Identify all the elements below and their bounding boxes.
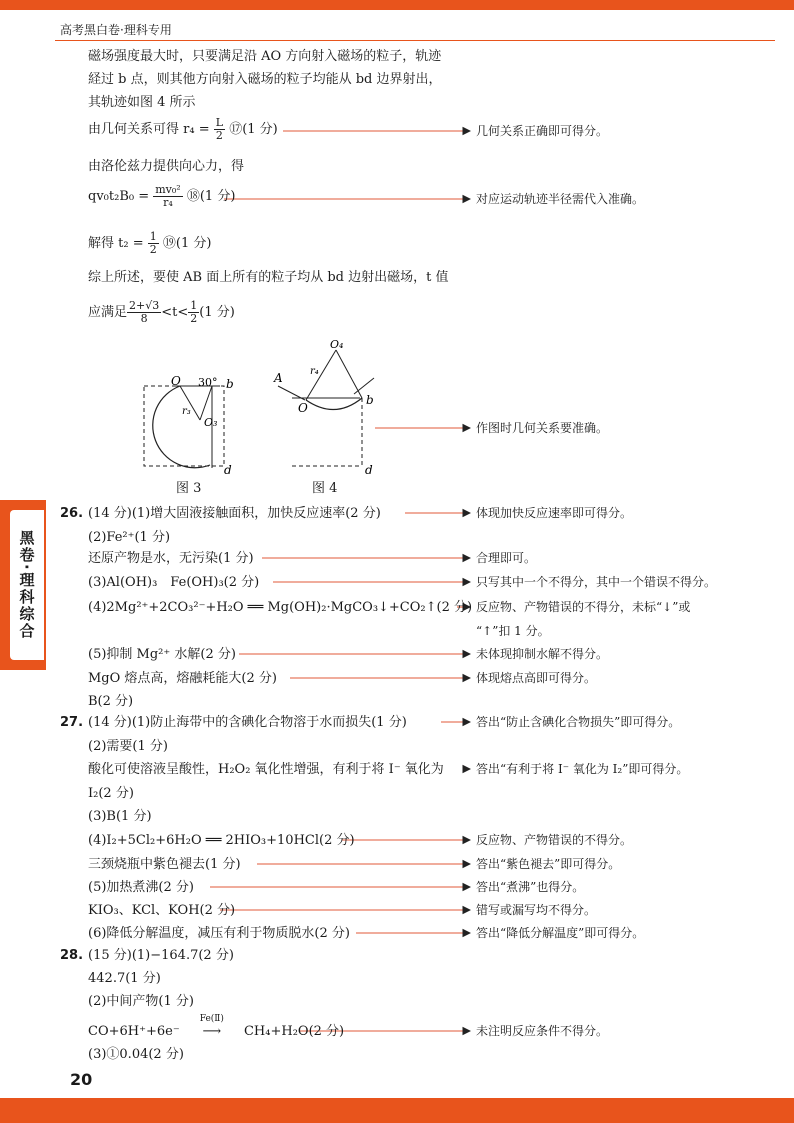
q28-l4-post: CH₄+H₂O(2 分)	[243, 1024, 345, 1039]
fig4-label-b: b	[366, 393, 374, 407]
bottom-orange-bar	[0, 1098, 794, 1123]
fig3-caption: 图 3	[176, 481, 202, 496]
eq19-fraction	[148, 231, 159, 256]
note-2: 对应运动轨迹半径需代入准确。	[476, 192, 645, 206]
note-17: 未注明反应条件不得分。	[476, 1024, 609, 1038]
condition-line	[88, 298, 235, 328]
cond-num-1: 2+√3	[129, 299, 160, 312]
note-7a: 反应物、产物错误的不得分，未标“↓”或	[476, 600, 691, 614]
q27-line-1: (14 分)(1)防止海带中的含碘化合物溶于水而损失(1 分)	[88, 715, 407, 730]
fig3-label-O3: O₃	[204, 416, 218, 429]
q26-line-1: (14 分)(1)增大固液接触面积，加快反应速率(2 分)	[88, 506, 381, 521]
fig4-label-d: d	[365, 463, 373, 477]
note-4: 体现加快反应速率即可得分。	[476, 506, 633, 520]
eq18-prefix: qv₀t₂B₀ =	[88, 189, 150, 204]
note-9: 体现熔点高即可得分。	[476, 671, 597, 685]
cond-den-2: 2	[190, 312, 198, 325]
q27-line-7: 三颈烧瓶中紫色褪去(1 分)	[88, 857, 241, 872]
q28-arrow-glyph: ⟶	[202, 1024, 222, 1039]
q26-number: 26.	[60, 506, 84, 521]
fig4-label-O4: O₄	[330, 338, 344, 351]
eq19-num: 1	[149, 230, 157, 243]
fig4-label-A: A	[274, 371, 283, 385]
eq18-num: mv₀²	[155, 183, 181, 196]
q26-line-2: (2)Fe²⁺(1 分)	[88, 530, 171, 545]
eq19-den: 2	[149, 243, 157, 256]
eq17-fraction	[214, 117, 225, 142]
note-14: 答出“煮沸”也得分。	[476, 880, 585, 894]
fig3-label-b: b	[226, 377, 234, 391]
q28-l4-pre: CO+6H⁺+6e⁻	[88, 1024, 180, 1039]
side-tab-label: 黑卷·理科综合	[17, 530, 36, 640]
q27-line-8: (5)加热煮沸(2 分)	[88, 880, 194, 895]
figure-4	[270, 338, 390, 480]
note-5: 合理即可。	[476, 551, 537, 565]
cond-num-2: 1	[190, 299, 198, 312]
q27-line-3: 酸化可使溶液呈酸性，H₂O₂ 氧化性增强，有利于将 I⁻ 氧化为	[88, 762, 444, 777]
q26-line-4: (3)Al(OH)₃ Fe(OH)₃(2 分)	[88, 575, 260, 590]
intro-line-2: 経过 b 点，则其他方向射入磁场的粒子均能从 bd 边界射出，	[88, 72, 442, 87]
q28-number: 28.	[60, 948, 84, 963]
q27-line-5: (3)B(1 分)	[88, 809, 152, 824]
q28-line-1: (15 分)(1)−164.7(2 分)	[88, 948, 234, 963]
cond-fraction-1	[127, 300, 161, 325]
q27-line-2: (2)需要(1 分)	[88, 739, 168, 754]
fig3-label-r3: r₃	[182, 406, 191, 417]
lorentz-line: 由洛伦兹力提供向心力，得	[88, 159, 245, 174]
q27-number: 27.	[60, 715, 84, 730]
eq17-suffix: ⑰(1 分)	[229, 122, 278, 137]
eq17-prefix: 由几何关系可得 r₄ =	[88, 122, 210, 137]
fig4-arc	[306, 398, 362, 410]
eq18-den: r₄	[163, 196, 173, 209]
note-13: 答出“紫色褪去”即可得分。	[476, 857, 621, 871]
equation-19	[88, 229, 211, 259]
fig3-radius-2	[200, 386, 212, 420]
q28-line-4	[88, 1014, 345, 1040]
q28-reaction-arrow	[184, 1014, 240, 1040]
q27-line-6: (4)I₂+5Cl₂+6H₂O ══ 2HIO₃+10HCl(2 分)	[88, 833, 355, 848]
eq18-fraction	[153, 184, 182, 209]
note-7b: “↑”扣 1 分。	[476, 624, 550, 638]
note-8: 未体现抑制水解不得分。	[476, 647, 609, 661]
q26-line-5: (4)2Mg²⁺+2CO₃²⁻+H₂O ══ Mg(OH)₂·MgCO₃↓+CO₂↑(2 分)	[88, 600, 473, 615]
fig4-incoming	[278, 386, 305, 400]
note-10: 答出“防止含碘化合物损失”即可得分。	[476, 715, 681, 729]
cond-mid: <t<	[161, 305, 189, 320]
q26-line-7: MgO 熔点高，熔融耗能大(2 分)	[88, 671, 277, 686]
q28-line-5: (3)①0.04(2 分)	[88, 1047, 184, 1062]
eq19-suffix: ⑲(1 分)	[162, 236, 212, 251]
cond-den-1: 8	[140, 312, 148, 325]
eq19-prefix: 解得 t₂ =	[88, 236, 144, 251]
fig4-label-O: O	[298, 401, 308, 415]
cond-fraction-2	[188, 300, 199, 325]
eq17-den: 2	[215, 129, 223, 142]
q27-line-10: (6)降低分解温度，减压有利于物质脱水(2 分)	[88, 926, 350, 941]
fig4-caption: 图 4	[312, 481, 338, 496]
q28-line-2: 442.7(1 分)	[88, 971, 161, 986]
header-title: 高考黑白卷·理科专用	[60, 23, 172, 37]
intro-line-3: 其轨迹如图 4 所示	[88, 95, 196, 110]
q26-line-6: (5)抑制 Mg²⁺ 水解(2 分)	[88, 647, 236, 662]
q26-line-8: B(2 分)	[88, 694, 134, 709]
q26-line-3: 还原产物是水，无污染(1 分)	[88, 551, 254, 566]
eq17-num: L	[215, 116, 224, 129]
note-15: 错写或漏写均不得分。	[476, 903, 597, 917]
note-3: 作图时几何关系要准确。	[476, 421, 609, 435]
note-12: 反应物、产物错误的不得分。	[476, 833, 633, 847]
fig3-label-angle: 30°	[198, 376, 218, 389]
fig3-label-d: d	[224, 463, 232, 477]
eq18-suffix: ⑱(1 分)	[186, 189, 236, 204]
fig4-exit	[354, 378, 374, 394]
q27-line-9: KIO₃、KCl、KOH(2 分)	[88, 903, 236, 918]
equation-18	[88, 182, 235, 212]
note-1: 几何关系正确即可得分。	[476, 124, 609, 138]
fig3-arc	[153, 386, 210, 468]
q28-line-3: (2)中间产物(1 分)	[88, 994, 194, 1009]
note-16: 答出“降低分解温度”即可得分。	[476, 926, 645, 940]
q27-line-4: I₂(2 分)	[88, 786, 134, 801]
cond-prefix: 应满足	[88, 305, 128, 320]
note-11: 答出“有利于将 I⁻ 氧化为 I₂”即可得分。	[476, 762, 689, 776]
fig3-label-O: O	[171, 374, 181, 388]
note-6: 只写其中一个不得分，其中一个错误不得分。	[476, 575, 717, 589]
summary-line: 综上所述，要使 AB 面上所有的粒子均从 bd 边射出磁场，t 值	[88, 270, 449, 285]
cond-suffix: (1 分)	[199, 305, 235, 320]
intro-line-1: 磁场强度最大时，只要满足沿 AO 方向射入磁场的粒子，轨迹	[88, 49, 442, 64]
page-number: 20	[70, 1070, 93, 1089]
equation-17	[88, 115, 278, 145]
figure-3	[140, 370, 250, 480]
q28-l4-catalyst: Fe(Ⅱ)	[199, 1014, 224, 1024]
fig4-label-r4: r₄	[310, 366, 319, 377]
